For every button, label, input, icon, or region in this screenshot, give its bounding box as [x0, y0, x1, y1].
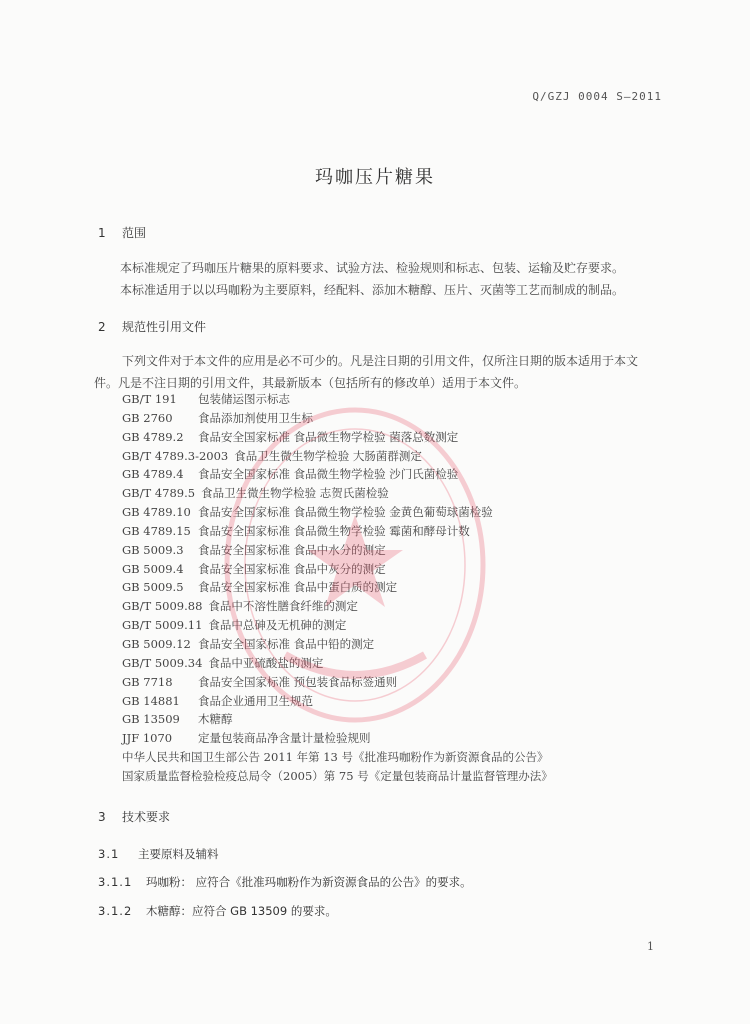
reference-name: 包装储运图示标志	[198, 392, 290, 406]
subsection-number: 3.1	[98, 847, 120, 861]
reference-name: 食品中总砷及无机砷的测定	[208, 618, 347, 633]
reference-item	[122, 692, 682, 711]
section-3-heading	[98, 808, 170, 825]
reference-item	[122, 654, 682, 673]
reference-code: GB 4789.15	[122, 523, 191, 538]
reference-code: GB 5009.4	[122, 561, 184, 576]
reference-code: GB/T 5009.11	[122, 618, 203, 633]
reference-name: 中华人民共和国卫生部公告 2011 年第 13 号《批准玛咖粉作为新资源食品的公告》	[122, 750, 549, 765]
reference-name: 食品安全国家标准 食品中水分的测定	[198, 542, 386, 557]
clause-3-1-1	[98, 874, 472, 890]
section-number: 2	[98, 320, 106, 334]
reference-name: 食品安全国家标准 食品中蛋白质的测定	[198, 580, 398, 595]
section-number: 3	[98, 810, 106, 824]
paragraph-line: 下列文件对于本文件的应用是必不可少的。凡是注日期的引用文件，仅所注日期的版本适用于本文	[122, 354, 639, 368]
reference-name: 食品中不溶性膳食纤维的测定	[208, 599, 358, 614]
reference-code: GB 5009.5	[122, 580, 184, 595]
reference-name: 食品添加剂使用卫生标	[198, 410, 313, 425]
clause-number: 3.1.1	[98, 875, 133, 889]
subsection-title: 主要原料及辅料	[138, 847, 219, 861]
reference-name: 食品卫生微生物学检验 大肠菌群测定	[234, 448, 422, 463]
section-2-intro	[96, 350, 666, 394]
subsection-3-1-heading	[98, 846, 219, 862]
section-2-heading	[98, 318, 206, 335]
reference-item	[122, 729, 682, 748]
reference-code: GB/T 5009.34	[122, 655, 203, 670]
reference-name: 食品安全国家标准 预包装食品标签通则	[198, 674, 398, 689]
page-number: 1	[647, 940, 654, 953]
reference-code: GB 4789.4	[122, 467, 184, 482]
clause-number: 3.1.2	[98, 904, 133, 918]
paragraph-line: 本标准适用于以以玛咖粉为主要原料，经配料、添加木糖醇、压片、灭菌等工艺而制成的制品。	[120, 283, 625, 297]
reference-code: GB/T 5009.88	[122, 599, 203, 614]
reference-item	[122, 447, 682, 466]
reference-name: 食品企业通用卫生规范	[198, 693, 313, 708]
reference-item	[122, 484, 682, 503]
reference-code: GB 7718	[122, 674, 173, 689]
reference-code: GB 13509	[122, 712, 180, 727]
reference-item	[122, 390, 682, 409]
reference-name: 国家质量监督检验检疫总局令（2005）第 75 号《定量包装商品计量监督管理办法》	[122, 768, 553, 783]
reference-name: 食品安全国家标准 食品微生物学检验 金黄色葡萄球菌检验	[198, 505, 493, 520]
reference-item	[122, 503, 682, 522]
section-title: 技术要求	[122, 810, 171, 824]
reference-code: GB 2760	[122, 410, 173, 425]
reference-code: GB/T 4789.3-2003	[122, 448, 229, 463]
reference-name: 食品安全国家标准 食品中灰分的测定	[198, 561, 386, 576]
reference-item	[122, 409, 682, 428]
reference-item	[122, 597, 682, 616]
reference-code: GB 4789.2	[122, 429, 184, 444]
document-title: 玛咖压片糖果	[315, 167, 435, 188]
section-title: 规范性引用文件	[122, 320, 207, 334]
reference-code: JJF 1070	[122, 731, 173, 746]
reference-item	[122, 541, 682, 560]
reference-item	[122, 578, 682, 597]
clause-text: 玛咖粉： 应符合《批准玛咖粉作为新资源食品的公告》的要求。	[146, 875, 472, 889]
reference-item	[122, 710, 682, 729]
clause-text: 木糖醇：应符合 GB 13509 的要求。	[146, 904, 337, 918]
reference-name: 食品安全国家标准 食品微生物学检验 霉菌和酵母计数	[198, 523, 470, 538]
reference-name: 食品中亚硫酸盐的测定	[208, 655, 324, 670]
reference-name: 食品安全国家标准 食品中铅的测定	[198, 636, 375, 651]
reference-item	[122, 748, 682, 767]
reference-code: GB/T 4789.5	[122, 486, 196, 501]
reference-item	[122, 428, 682, 447]
section-number: 1	[98, 226, 106, 240]
paragraph-line: 本标准规定了玛咖压片糖果的原料要求、试验方法、检验规则和标志、包装、运输及贮存要求。	[120, 261, 625, 275]
clause-3-1-2	[98, 903, 337, 919]
reference-item	[122, 522, 682, 541]
reference-item	[122, 560, 682, 579]
reference-name: 定量包装商品净含量计量检验规则	[198, 731, 371, 746]
section-title: 范围	[122, 226, 147, 240]
reference-item	[122, 616, 682, 635]
reference-code: GB 14881	[122, 693, 180, 708]
reference-name: 食品安全国家标准 食品微生物学检验 菌落总数测定	[198, 429, 459, 444]
reference-item	[122, 635, 682, 654]
reference-item	[122, 767, 682, 786]
reference-item	[122, 673, 682, 692]
reference-code: GB 5009.12	[122, 636, 191, 651]
reference-name: 木糖醇	[198, 712, 233, 727]
paragraph-line: 件。凡是不注日期的引用文件，其最新版本（包括所有的修改单）适用于本文件。	[94, 376, 527, 390]
section-1-heading	[98, 224, 146, 241]
reference-code: GB 4789.10	[122, 505, 191, 520]
reference-name: 食品安全国家标准 食品微生物学检验 沙门氏菌检验	[198, 467, 459, 482]
reference-code: GB 5009.3	[122, 542, 184, 557]
reference-name: 食品卫生微生物学检验 志贺氏菌检验	[201, 486, 389, 501]
section-1-body	[96, 257, 690, 301]
reference-item	[122, 465, 682, 484]
reference-list	[122, 390, 682, 786]
document-id: Q/GZJ 0004 S—2011	[532, 90, 662, 103]
reference-code: GB/T 191	[122, 392, 177, 406]
